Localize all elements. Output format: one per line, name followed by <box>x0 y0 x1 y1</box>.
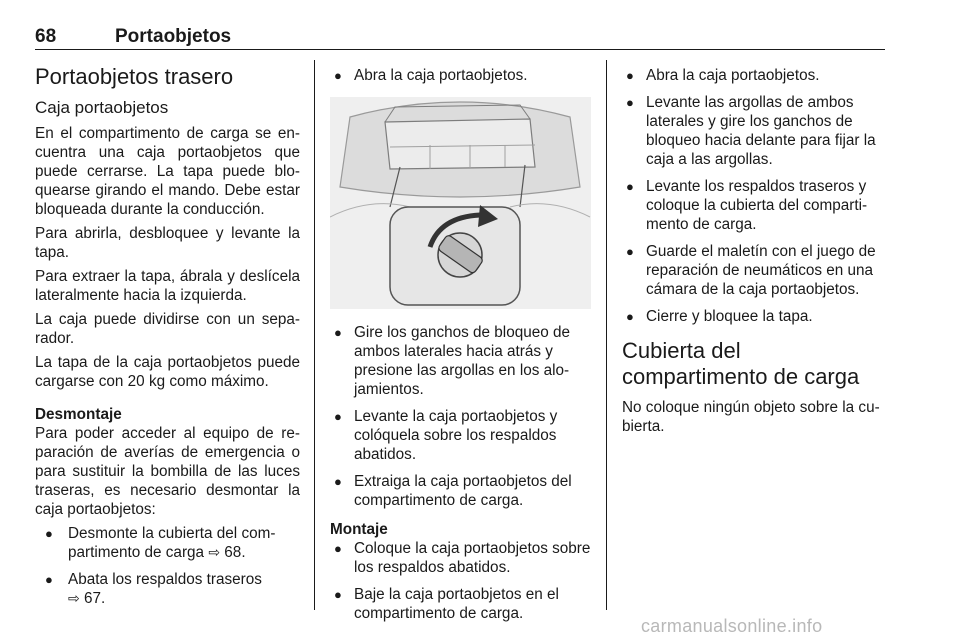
list-item-text: Abra la caja portaobjetos. <box>354 67 528 84</box>
list-item: ● Desmonte la cubierta del compartimento de carga ⇨ 68. <box>45 525 276 561</box>
open-list <box>330 66 591 85</box>
column-divider <box>606 60 607 610</box>
list-item <box>330 472 591 510</box>
list-item <box>622 307 887 326</box>
list-item-text: Guarde el maletín con el juego de reparación de neumáticos en una cámara de la caja portaobjetos. <box>646 243 876 298</box>
reinstall-list <box>622 66 887 326</box>
list-item-text: Abata los respaldos traseros <box>68 571 262 588</box>
bullet-icon: ● <box>334 541 342 556</box>
install-heading: Montaje <box>330 521 388 538</box>
column-divider <box>314 60 315 610</box>
running-title: Portaobjetos <box>115 26 232 47</box>
list-item <box>330 585 591 623</box>
bullet-icon: ● <box>334 68 342 83</box>
list-item-text: Coloque la caja portaobjetos sobre los respaldos abatidos. <box>354 540 591 576</box>
bullet-icon: ● <box>626 309 634 324</box>
list-item-text: Abra la caja portaobjetos. <box>646 67 820 84</box>
list-item <box>330 407 591 464</box>
page-reference-arrow-icon[interactable]: ⇨ <box>68 590 80 606</box>
bullet-icon: ● <box>626 68 634 83</box>
paragraph: Para abrirla, desbloquee y levante la tapa. <box>35 225 300 261</box>
bullet-icon: ● <box>45 526 53 541</box>
paragraph: Para poder acceder al equipo de reparación de averías de emergencia o para sustituir la bombilla de las luces traseras, es necesario desmontar la caja portaobjetos: <box>35 425 300 518</box>
list-item-text: Levante las argollas de ambos laterales y gire los ganchos de bloqueo hacia delante para fijar la caja a las argollas. <box>646 94 876 168</box>
bullet-icon: ● <box>626 95 634 110</box>
page-number: 68 <box>35 26 57 47</box>
list-item-text: Levante los respaldos traseros y coloque la cubierta del compartimento de carga. <box>646 178 868 233</box>
paragraph: La caja puede dividirse con un separador. <box>35 311 300 347</box>
removal-heading: Desmontaje <box>35 406 122 423</box>
bullet-icon: ● <box>626 244 634 259</box>
list-item-text: Desmonte la cubierta del compartimento de carga <box>68 525 276 561</box>
list-item-text: Baje la caja portaobjetos en el compartimento de carga. <box>354 586 559 622</box>
paragraph: No coloque ningún objeto sobre la cubierta. <box>622 399 880 435</box>
list-item <box>622 242 887 299</box>
page-header <box>35 26 885 50</box>
page-reference-arrow-icon[interactable]: ⇨ <box>208 544 221 560</box>
list-item-text: Cierre y bloquee la tapa. <box>646 308 813 325</box>
bullet-icon: ● <box>334 474 342 489</box>
column-1 <box>35 62 300 616</box>
bullet-icon: ● <box>334 587 342 602</box>
list-item-text: Extraiga la caja portaobjetos del compartimento de carga. <box>354 473 572 509</box>
bullet-icon: ● <box>626 179 634 194</box>
paragraph: La tapa de la caja portaobjetos puede cargarse con 20 kg como máximo. <box>35 354 300 390</box>
remove-box-list <box>330 323 591 510</box>
list-item <box>622 93 887 169</box>
bullet-icon: ● <box>45 572 53 587</box>
list-item <box>330 539 591 577</box>
list-item-text: Gire los ganchos de bloqueo de ambos laterales hacia atrás y presione las argollas en los alojamientos. <box>354 324 571 398</box>
list-item <box>35 570 300 608</box>
list-item <box>330 323 591 399</box>
column-3 <box>622 62 887 441</box>
paragraph: Para extraer la tapa, ábrala y deslícela lateralmente hacia la izquierda. <box>35 268 300 304</box>
list-item <box>622 66 887 85</box>
page-reference[interactable]: 68 <box>224 544 242 561</box>
bullet-icon: ● <box>334 409 342 424</box>
list-item <box>330 66 591 85</box>
storage-box-illustration <box>330 97 591 309</box>
list-item-text: Levante la caja portaobjetos y colóquela sobre los respaldos abatidos. <box>354 408 558 463</box>
storage-box-drawing <box>330 97 591 309</box>
paragraph: En el compartimento de carga se encuentra una caja portaobjetos que puede cerrarse. La tapa puede bloquearse girando el mando. Debe estar bloqueada durante la conducción. <box>35 125 300 218</box>
bullet-icon: ● <box>334 325 342 340</box>
page-reference[interactable]: 67. <box>83 590 106 607</box>
watermark: carmanualsonline.info <box>641 616 823 636</box>
section-heading: Cubierta del compartimento de carga <box>622 338 860 389</box>
section-heading: Portaobjetos trasero <box>35 64 234 89</box>
list-item <box>622 177 887 234</box>
subsection-heading: Caja portaobjetos <box>35 98 169 117</box>
removal-list <box>35 524 300 608</box>
column-2 <box>330 62 591 631</box>
install-list <box>330 539 591 623</box>
